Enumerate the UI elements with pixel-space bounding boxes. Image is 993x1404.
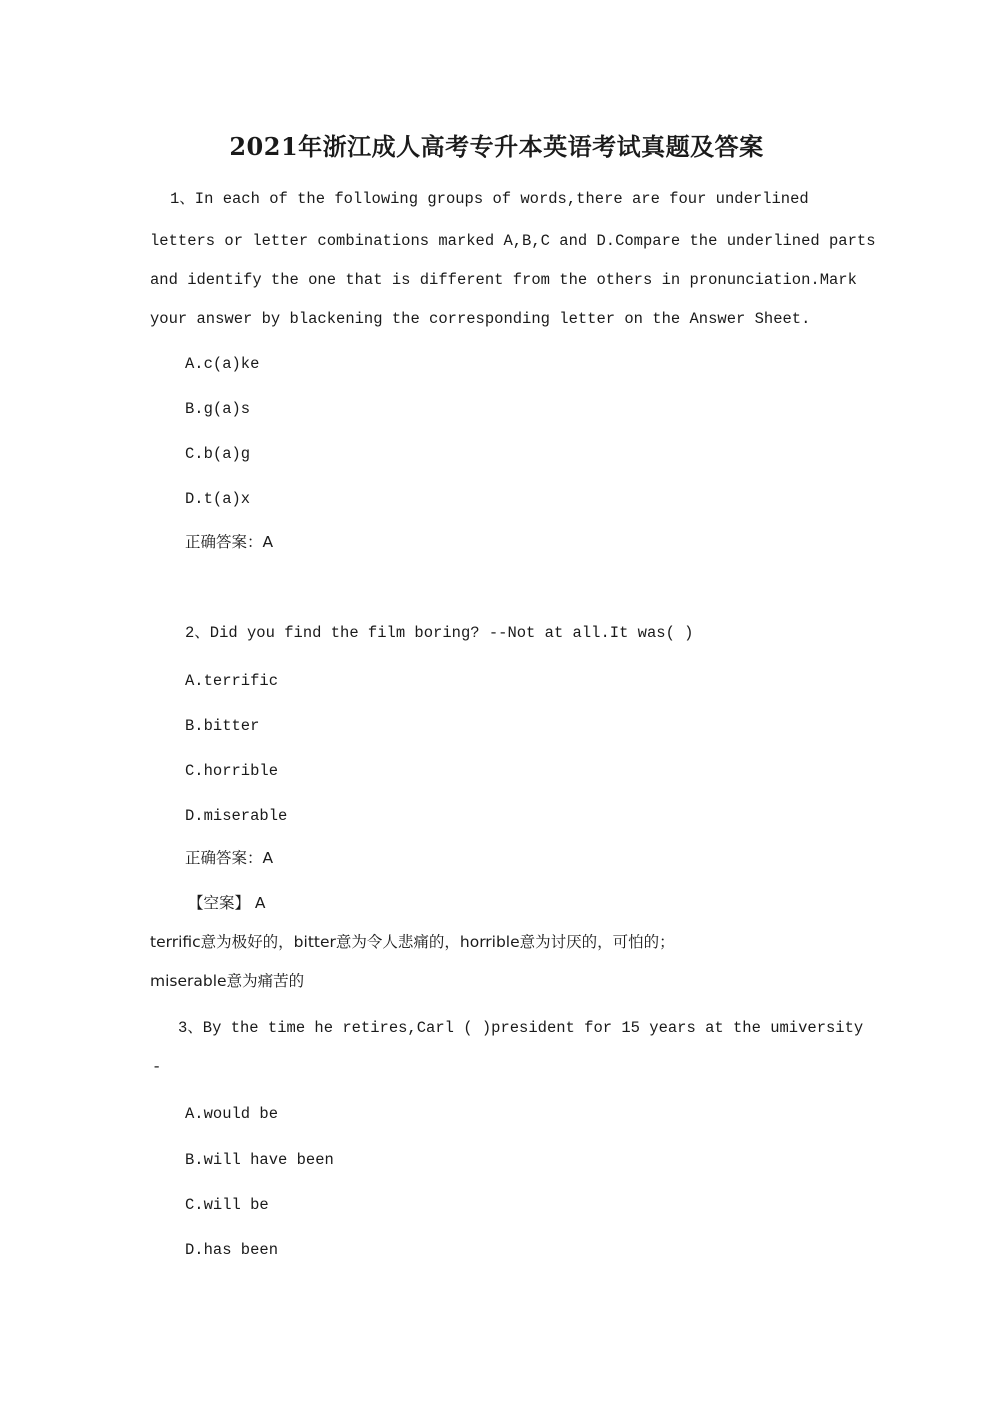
- q3-option-a: A.would be: [185, 1105, 279, 1123]
- q2-option-b: B.bitter: [185, 717, 260, 735]
- q3-stem-line-2: -: [152, 1058, 162, 1076]
- q2-explanation-line-1: terrific意为极好的，bitter意为令人悲痛的，horrible意为讨厌的，可怕的；: [150, 933, 675, 951]
- q1-option-d: D.t(a)x: [185, 490, 251, 508]
- q2-note-label: 【空案】 A: [188, 894, 266, 912]
- q1-stem-line-1: 1、In each of the following groups of words,there are four underlined: [170, 190, 809, 208]
- q2-option-d: D.miserable: [185, 807, 288, 825]
- q2-stem: 2、Did you find the film boring? --Not at all.It was( ): [185, 624, 694, 642]
- q3-option-c: C.will be: [185, 1196, 269, 1214]
- q3-stem-line-1: 3、By the time he retires,Carl ( )president for 15 years at the umiversity: [178, 1019, 864, 1037]
- q1-stem-line-2: letters or letter combinations marked A,B,C and D.Compare the underlined parts: [150, 232, 876, 250]
- q1-stem-line-4: your answer by blackening the corresponding letter on the Answer Sheet.: [150, 310, 811, 328]
- q1-option-b: B.g(a)s: [185, 400, 251, 418]
- q1-stem-line-3: and identify the one that is different from the others in pronunciation.Mark: [150, 271, 857, 289]
- q3-option-d: D.has been: [185, 1241, 279, 1259]
- q3-option-b: B.will have been: [185, 1151, 334, 1169]
- q1-option-c: C.b(a)g: [185, 445, 251, 463]
- q2-answer: 正确答案：A: [185, 849, 274, 867]
- q1-answer: 正确答案：A: [185, 533, 274, 551]
- q1-option-a: A.c(a)ke: [185, 355, 260, 373]
- q2-option-a: A.terrific: [185, 672, 279, 690]
- q2-explanation-line-2: miserable意为痛苦的: [150, 972, 305, 990]
- q2-option-c: C.horrible: [185, 762, 279, 780]
- document-title: 2021年浙江成人高考专升本英语考试真题及答案: [229, 132, 764, 161]
